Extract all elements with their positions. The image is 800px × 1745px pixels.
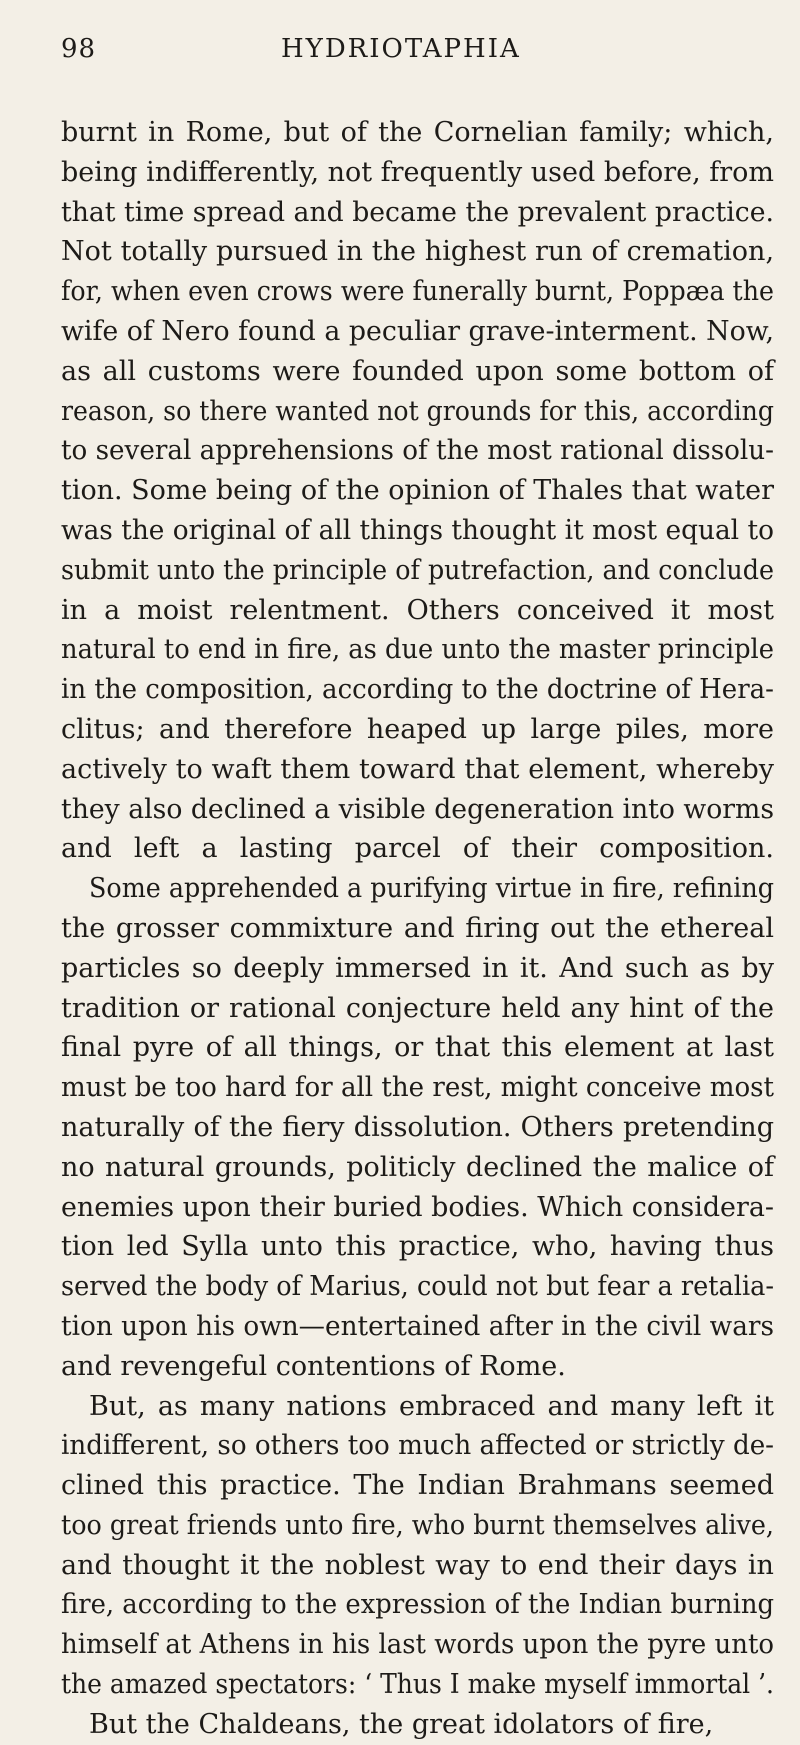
text-line: must be too hard for all the rest, might conceive most	[61, 1072, 775, 1104]
text-line: tion. Some being of the opinion of Thales that water	[61, 475, 775, 507]
text-line: and left a lasting parcel of their composition.	[61, 833, 774, 865]
text-line: the amazed spectators: ‘ Thus I make myself immortal ’.	[61, 1669, 775, 1701]
text-line: wife of Nero found a peculiar grave-interment. Now,	[61, 315, 774, 347]
text-line: reason, so there wanted not grounds for this, according	[61, 395, 774, 427]
text-line: Not totally pursued in the highest run of cremation,	[61, 236, 775, 268]
text-line: enemies upon their buried bodies. Which considera-	[61, 1191, 774, 1223]
text-line: naturally of the fiery dissolution. Others pretending	[61, 1111, 774, 1143]
body-text	[61, 113, 774, 1745]
text-line: the grosser commixture and firing out the ethereal	[61, 912, 774, 944]
text-line: clined this practice. The Indian Brahmans seemed	[61, 1470, 775, 1502]
text-line: served the body of Marius, could not but fear a retalia-	[61, 1271, 775, 1303]
text-line: being indifferently, not frequently used before, from	[61, 156, 775, 188]
text-line-paragraph-start: But the Chaldeans, the great idolators of fire,	[89, 1708, 714, 1740]
text-line: submit unto the principle of putrefaction, and conclude	[61, 554, 774, 586]
text-line: particles so deeply immersed in it. And such as by	[61, 952, 774, 984]
text-line: to several apprehensions of the most rational dissolu-	[61, 435, 774, 467]
text-line: fire, according to the expression of the Indian burning	[61, 1589, 775, 1621]
text-line: himself at Athens in his last words upon the pyre unto	[61, 1629, 775, 1661]
text-line: actively to waft them toward that element, whereby	[61, 753, 775, 785]
text-line: for, when even crows were funerally burnt, Poppæa the	[61, 276, 774, 308]
text-line: burnt in Rome, but of the Cornelian family; which,	[61, 117, 774, 148]
text-line-paragraph-start: Some apprehended a purifying virtue in fire, refining	[89, 873, 774, 905]
text-line: that time spread and became the prevalent practice.	[61, 196, 775, 228]
text-line: and revengeful contentions of Rome.	[61, 1350, 566, 1382]
text-line: indifferent, so others too much affected or strictly de-	[61, 1430, 775, 1462]
text-line: in a moist relentment. Others conceived it most	[61, 594, 775, 626]
text-line: too great friends unto fire, who burnt themselves alive,	[61, 1509, 774, 1541]
text-line: clitus; and therefore heaped up large piles, more	[61, 713, 774, 745]
text-line-paragraph-start: But, as many nations embraced and many left it	[89, 1390, 774, 1422]
text-line: they also declined a visible degeneration into worms	[61, 793, 775, 825]
text-line: as all customs were founded upon some bottom of	[61, 355, 775, 387]
page-number: 98	[61, 34, 97, 64]
text-line: final pyre of all things, or that this element at last	[61, 1032, 774, 1064]
text-line: tradition or rational conjecture held any hint of the	[61, 992, 774, 1024]
text-line: tion led Sylla unto this practice, who, having thus	[61, 1231, 775, 1263]
text-line: no natural grounds, politicly declined the malice of	[61, 1151, 774, 1183]
text-line: and thought it the noblest way to end their days in	[61, 1549, 774, 1581]
text-line: in the composition, according to the doctrine of Hera-	[61, 674, 774, 706]
running-head: HYDRIOTAPHIA	[281, 34, 521, 64]
page-header	[61, 34, 774, 82]
text-line: was the original of all things thought it most equal to	[61, 514, 774, 546]
text-line: tion upon his own—entertained after in the civil wars	[61, 1310, 774, 1342]
text-line: natural to end in fire, as due unto the master principle	[61, 634, 775, 666]
